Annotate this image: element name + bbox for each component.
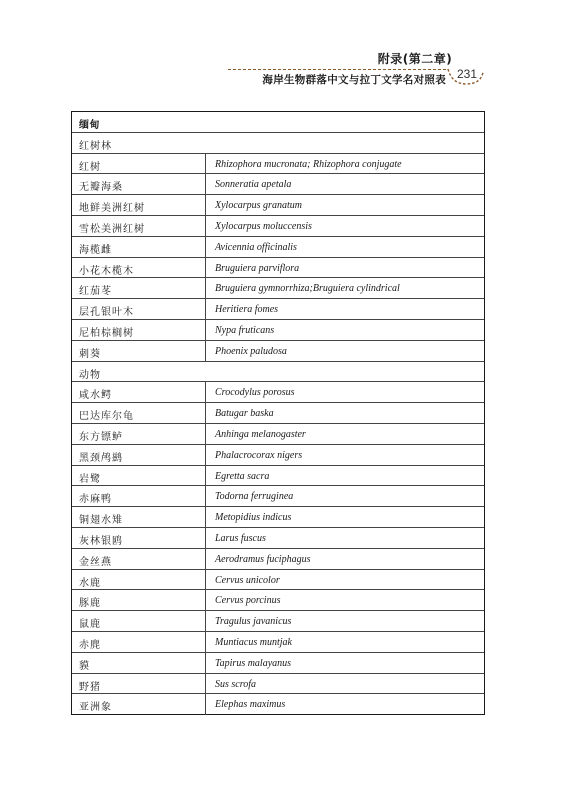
chinese-name-cell: 亚洲象 xyxy=(79,702,112,714)
column-divider xyxy=(205,216,206,236)
column-divider xyxy=(205,174,206,194)
latin-name-cell: Todorna ferruginea xyxy=(215,491,294,503)
column-divider xyxy=(205,237,206,257)
column-divider xyxy=(205,674,206,694)
latin-name-cell: Phoenix paludosa xyxy=(215,345,287,357)
table-row xyxy=(72,507,484,528)
chinese-name-cell: 咸水鳄 xyxy=(79,390,112,402)
latin-name-cell: Rhizophora mucronata; Rhizophora conjugate xyxy=(215,158,402,170)
latin-name-cell: Egretta sacra xyxy=(215,470,270,482)
column-divider xyxy=(205,570,206,590)
chinese-name-cell: 水鹿 xyxy=(79,577,101,589)
column-divider xyxy=(205,486,206,506)
table-row xyxy=(72,237,484,258)
chinese-name-cell: 海榄雌 xyxy=(79,244,112,256)
table-row xyxy=(72,195,484,216)
column-divider xyxy=(205,507,206,527)
latin-name-cell: Cervus porcinus xyxy=(215,595,281,607)
section-label: 红树林 xyxy=(79,140,112,152)
latin-name-cell: Crocodylus porosus xyxy=(215,387,295,399)
table-row xyxy=(72,216,484,237)
table-row xyxy=(72,154,484,175)
table-row xyxy=(72,466,484,487)
latin-name-cell: Tragulus javanicus xyxy=(215,616,292,628)
section-row xyxy=(72,133,484,154)
latin-name-cell: Bruguiera parviflora xyxy=(215,262,300,274)
table-row xyxy=(72,341,484,362)
table-row xyxy=(72,299,484,320)
chinese-name-cell: 赤麻鸭 xyxy=(79,494,112,506)
chinese-name-cell: 小花木榄木 xyxy=(79,265,134,277)
species-table xyxy=(71,111,485,715)
column-divider xyxy=(205,528,206,548)
section-label: 动物 xyxy=(79,369,101,381)
chinese-name-cell: 层孔银叶木 xyxy=(79,307,134,319)
column-divider xyxy=(205,590,206,610)
chinese-name-cell: 刺葵 xyxy=(79,348,101,360)
latin-name-cell: Sus scrofa xyxy=(215,678,257,690)
table-row xyxy=(72,528,484,549)
column-divider xyxy=(205,549,206,569)
table-row xyxy=(72,611,484,632)
column-divider xyxy=(205,320,206,340)
chapter-heading: 附录(第二章) xyxy=(377,52,453,66)
column-divider xyxy=(205,694,206,715)
latin-name-cell: Xylocarpus moluccensis xyxy=(215,221,312,232)
chinese-name-cell: 黑颈鸬鹚 xyxy=(79,452,123,464)
table-title-row xyxy=(72,112,484,133)
latin-name-cell: Nypa fruticans xyxy=(215,325,275,336)
table-row xyxy=(72,403,484,424)
chinese-name-cell: 无瓣海桑 xyxy=(79,182,123,194)
chinese-name-cell: 豚鹿 xyxy=(79,598,101,610)
table-row xyxy=(72,278,484,299)
latin-name-cell: Larus fuscus xyxy=(215,533,266,544)
chinese-name-cell: 铜翅水雉 xyxy=(79,515,123,527)
column-divider xyxy=(205,154,206,174)
column-divider xyxy=(205,403,206,423)
column-divider xyxy=(205,653,206,673)
latin-name-cell: Muntiacus muntjak xyxy=(215,637,292,648)
chinese-name-cell: 巴达库尔龟 xyxy=(79,411,134,423)
table-row xyxy=(72,570,484,591)
chinese-name-cell: 地鲜美洲红树 xyxy=(79,203,145,215)
chinese-name-cell: 红树 xyxy=(79,161,101,173)
chinese-name-cell: 鼠鹿 xyxy=(79,619,101,631)
column-divider xyxy=(205,611,206,631)
latin-name-cell: Elephas maximus xyxy=(215,699,286,711)
table-row xyxy=(72,653,484,674)
chinese-name-cell: 红茄苳 xyxy=(79,286,112,298)
chinese-name-cell: 赤麂 xyxy=(79,640,101,651)
chinese-name-cell: 东方镖鲈 xyxy=(79,432,123,443)
latin-name-cell: Xylocarpus granatum xyxy=(215,200,302,212)
column-divider xyxy=(205,258,206,278)
chinese-name-cell: 岩鹭 xyxy=(79,473,101,485)
table-row xyxy=(72,320,484,341)
page-number: 231 xyxy=(456,67,478,81)
section-row xyxy=(72,362,484,383)
table-row xyxy=(72,174,484,195)
latin-name-cell: Tapirus malayanus xyxy=(215,657,292,669)
table-subtitle: 海岸生物群落中文与拉丁文学名对照表 xyxy=(262,74,446,86)
table-row xyxy=(72,632,484,653)
column-divider xyxy=(205,424,206,444)
latin-name-cell: Phalacrocorax nigers xyxy=(215,449,303,461)
column-divider xyxy=(205,466,206,486)
chinese-name-cell: 雪松美洲红树 xyxy=(79,224,145,235)
table-title: 缅甸 xyxy=(79,120,100,131)
latin-name-cell: Aerodramus fuciphagus xyxy=(215,553,311,565)
table-row xyxy=(72,382,484,403)
column-divider xyxy=(205,341,206,361)
header-divider xyxy=(228,69,446,70)
table-row xyxy=(72,694,484,715)
table-row xyxy=(72,674,484,695)
latin-name-cell: Batugar baska xyxy=(215,408,274,420)
latin-name-cell: Anhinga melanogaster xyxy=(215,429,306,440)
column-divider xyxy=(205,299,206,319)
latin-name-cell: Avicennia officinalis xyxy=(215,241,297,253)
table-row xyxy=(72,549,484,570)
latin-name-cell: Metopidius indicus xyxy=(215,512,292,524)
chinese-name-cell: 灰林银鸥 xyxy=(79,536,123,547)
table-row xyxy=(72,590,484,611)
column-divider xyxy=(205,278,206,298)
column-divider xyxy=(205,382,206,402)
table-row xyxy=(72,258,484,279)
column-divider xyxy=(205,445,206,465)
table-row xyxy=(72,424,484,445)
latin-name-cell: Cervus unicolor xyxy=(215,574,280,586)
chinese-name-cell: 野猪 xyxy=(79,681,101,693)
chinese-name-cell: 尼柏棕榈树 xyxy=(79,328,134,339)
latin-name-cell: Bruguiera gymnorrhiza;Bruguiera cylindrical xyxy=(215,283,400,295)
table-row xyxy=(72,445,484,466)
latin-name-cell: Sonneratia apetala xyxy=(215,179,292,191)
column-divider xyxy=(205,195,206,215)
column-divider xyxy=(205,632,206,652)
table-row xyxy=(72,486,484,507)
latin-name-cell: Heritiera fomes xyxy=(215,304,279,316)
chinese-name-cell: 金丝燕 xyxy=(79,556,112,568)
chinese-name-cell: 貘 xyxy=(79,660,90,672)
